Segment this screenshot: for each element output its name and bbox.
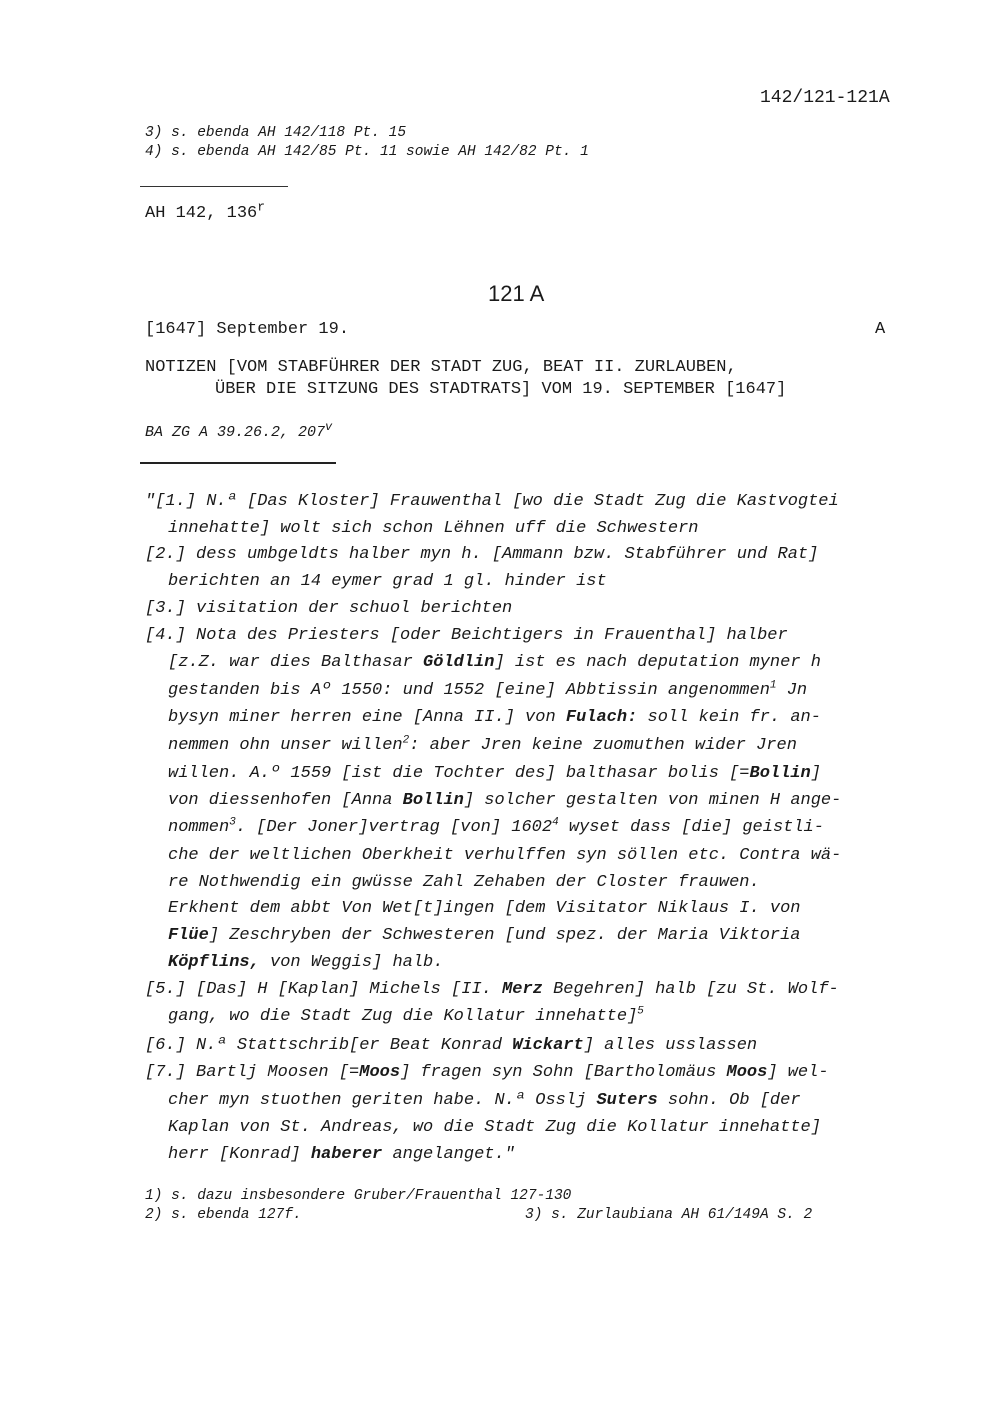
name-bollin: Bollin (402, 791, 464, 810)
body-text: Jn (776, 681, 808, 700)
body-line-11 (168, 764, 821, 783)
body-line-24: Kaplan von St. Andreas, wo die Stadt Zug die Kollatur innehatte] (168, 1118, 821, 1137)
body-line-19 (145, 980, 839, 999)
body-text: Begehren] halb [zu St. Wolf- (542, 980, 839, 999)
document-date: [1647] September 19. (145, 320, 350, 339)
document-title-line-1: NOTIZEN [VOM STABFÜHRER DER STADT ZUG, BEAT II. ZURLAUBEN, (145, 358, 737, 377)
body-text: [5.] [Das] H [Kaplan] Michels [II. (145, 980, 503, 999)
body-line-13 (168, 818, 824, 837)
body-text: sohn. Ob [der (657, 1091, 801, 1110)
body-text: von diessenhofen [Anna (168, 791, 403, 810)
body-text: bysyn miner herren eine [Anna II.] von (168, 708, 566, 727)
name-koepflins: Köpflins, (168, 953, 260, 972)
body-text: : aber Jren keine zuomuthen wider Jren (409, 736, 797, 755)
source-reference-text: AH 142, 136 (145, 204, 258, 223)
body-line-3: [2.] dess umbgeldts halber myn h. [Ammann bzw. Stabführer und Rat] (145, 545, 819, 564)
body-line-6: [4.] Nota des Priesters [oder Beichtigers in Frauenthal] halber (145, 626, 788, 645)
body-text: . [Der Joner]vertrag [von] 1602 (235, 818, 553, 837)
body-text: wyset dass [die] geistli- (558, 818, 824, 837)
body-text: angelanget." (382, 1145, 515, 1164)
body-text: ] alles usslassen (583, 1036, 758, 1055)
body-text: ] fragen syn Sohn [Bartholomäus (400, 1063, 727, 1082)
body-text: ] solcher gestalten von minen H ange- (463, 791, 842, 810)
body-text: ] Zeschryben der Schwesteren [und spez. der Maria Viktoria (208, 926, 801, 945)
body-line-18 (168, 953, 443, 972)
name-wickart: Wickart (512, 1036, 584, 1055)
document-title-line-2: ÜBER DIE SITZUNG DES STADTRATS] VOM 19. SEPTEMBER [1647] (215, 380, 787, 399)
top-footnote-3: 3) s. ebenda AH 142/118 Pt. 15 (145, 125, 407, 141)
name-moos: Moos (726, 1063, 768, 1082)
body-text: gang, wo die Stadt Zug die Kollatur innehatte] (168, 1007, 638, 1026)
body-line-20 (168, 1007, 644, 1026)
body-text: willen. A.º 1559 [ist die Tochter des] balthasar bolis [= (168, 764, 750, 783)
top-footnote-divider (140, 186, 288, 187)
archive-reference-sup: v (325, 420, 333, 434)
footnote-mark-5: 5 (637, 1005, 644, 1018)
archive-reference-text: BA ZG A 39.26.2, 207 (145, 424, 326, 441)
body-text: [z.Z. war dies Balthasar (168, 653, 424, 672)
body-text: gestanden bis Aº 1550: und 1552 [eine] Abbtissin angenommen (168, 681, 770, 700)
footnote-mark-3: 3 (229, 816, 236, 829)
body-text: ] (810, 764, 821, 783)
page-reference: 142/121-121A (760, 88, 890, 108)
footnote-mark-2: 2 (402, 734, 410, 747)
footnote-1: 1) s. dazu insbesondere Gruber/Frauenthal 127-130 (145, 1188, 572, 1204)
name-bollin: Bollin (749, 764, 811, 783)
body-line-2: innehatte] wolt sich schon Lëhnen uff die Schwestern (168, 519, 699, 538)
name-suters: Suters (596, 1091, 658, 1110)
body-text: cher myn stuothen geriten habe. N.ª Osslj (168, 1091, 597, 1110)
name-fluee: Flüe (168, 926, 209, 945)
name-goeldlin: Göldlin (423, 653, 495, 672)
body-text: [6.] N.ª Stattschrib[er Beat Konrad (145, 1036, 513, 1055)
variant-letter: A (875, 320, 886, 339)
source-reference-top (145, 199, 266, 223)
body-line-8 (168, 681, 807, 700)
document-number: 121 A (488, 281, 545, 306)
body-line-14: che der weltlichen Oberkheit verhulffen syn söllen etc. Contra wä- (168, 846, 842, 865)
name-moos: Moos (359, 1063, 401, 1082)
body-text: [7.] Bartlj Moosen [= (145, 1063, 360, 1082)
top-footnote-4: 4) s. ebenda AH 142/85 Pt. 11 sowie AH 142/82 Pt. 1 (145, 144, 589, 160)
body-text: ] ist es nach deputation myner h (494, 653, 821, 672)
header-divider (140, 462, 336, 464)
body-text: von Weggis] halb. (259, 953, 444, 972)
name-merz: Merz (502, 980, 543, 999)
body-line-10 (168, 736, 797, 755)
body-line-23 (168, 1091, 801, 1110)
archive-reference (145, 420, 333, 441)
body-text: nommen (168, 818, 230, 837)
footnote-3: 3) s. Zurlaubiana AH 61/149A S. 2 (525, 1207, 813, 1223)
body-line-12 (168, 791, 841, 810)
footnote-mark-4: 4 (552, 816, 559, 829)
body-line-21 (145, 1036, 757, 1055)
body-line-22 (145, 1063, 829, 1082)
body-text: soll kein fr. an- (637, 708, 821, 727)
footnote-2: 2) s. ebenda 127f. (145, 1207, 302, 1223)
name-fulach: Fulach: (565, 708, 638, 727)
body-line-25 (168, 1145, 515, 1164)
footnote-mark-1: 1 (769, 679, 777, 692)
body-line-16: Erkhent dem abbt Von Wet[t]ingen [dem Visitator Niklaus I. von (168, 899, 801, 918)
body-line-15: re Nothwendig ein gwüsse Zahl Zehaben der Closter frauwen. (168, 873, 760, 892)
body-text: nemmen ohn unser willen (168, 736, 403, 755)
source-reference-sup: r (257, 199, 266, 215)
body-line-4: berichten an 14 eymer grad 1 gl. hinder ist (168, 572, 607, 591)
body-line-7 (168, 653, 821, 672)
body-line-17 (168, 926, 801, 945)
body-line-5: [3.] visitation der schuol berichten (145, 599, 513, 618)
body-text: herr [Konrad] (168, 1145, 311, 1164)
body-line-9 (168, 708, 821, 727)
name-haberer: haberer (310, 1145, 383, 1164)
body-text: ] wel- (767, 1063, 829, 1082)
body-line-1: "[1.] N.ª [Das Kloster] Frauwenthal [wo die Stadt Zug die Kastvogtei (145, 492, 839, 511)
